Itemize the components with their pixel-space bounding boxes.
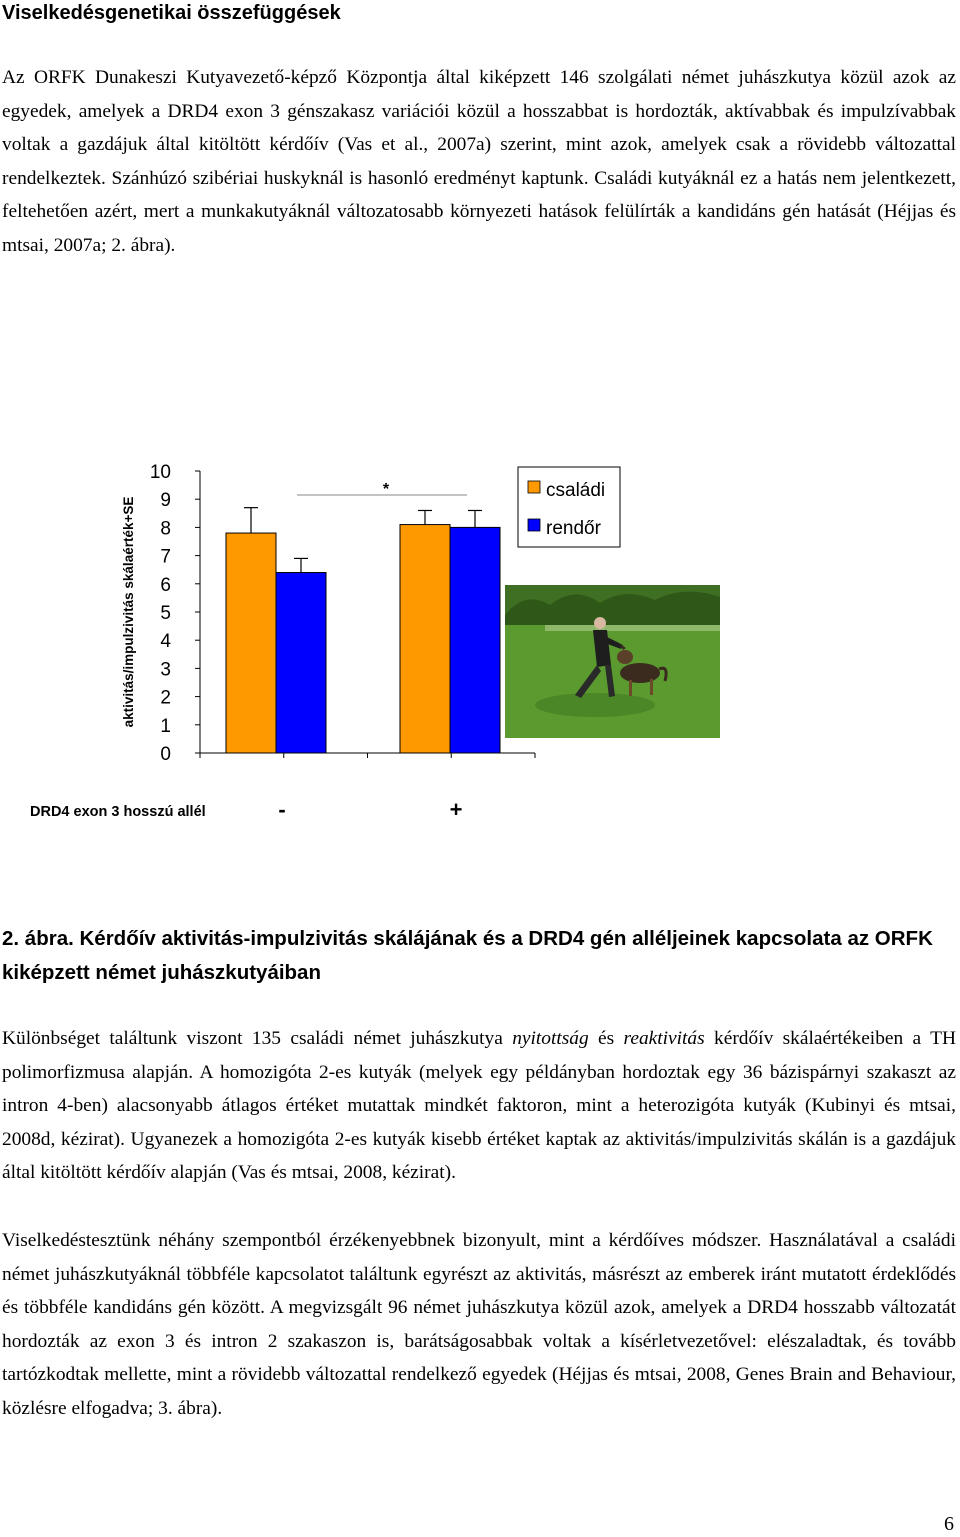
x-axis-label: DRD4 exon 3 hosszú allél [30,804,206,820]
y-tick-label: 3 [160,659,171,681]
figure-caption: 2. ábra. Kérdőív aktivitás-impulzivitás skálájának és a DRD4 gén alléljeinek kapcsolata az ORFK kiképzett német juhászkutyáiban [2,927,933,984]
term-reaktivitas: reaktivitás [623,1028,705,1049]
significance-marker: * [382,481,390,498]
y-tick-label: 2 [160,687,171,709]
bar-rendor-minus [276,573,326,753]
legend-swatch-rendor [528,519,540,531]
y-tick-label: 8 [160,518,171,540]
y-tick-label: 10 [149,462,171,483]
legend-label-csaladi: családi [546,480,606,501]
term-nyitottsag: nyitottság [512,1028,589,1049]
legend-swatch-csaladi [528,481,540,493]
paragraph-2-part-3: kérdőív skálaértékeiben a TH polimorfizmusa alapján. A homozigóta 2-es kutyák (melyek egy példányban hordoztak egy 36 bázispárnyi szakaszt az intron 4-ben) alacsonyabb átlagos értéket mutattak mindkét faktoron, mint a heterozigóta kutyák (Kubinyi és mtsai, 2008d, kézirat). Ugyanezek a homozigóta 2-es kutyák kisebb értéket kaptak az aktivitás/impulzivitás skálán is a gazdájuk által kitöltött kérdőív alapján (Vas és mtsai, 2008, kézirat). [2,1028,956,1184]
legend-label-rendor: rendőr [546,518,601,539]
page-number: 6 [944,1513,954,1535]
bar-rendor-plus [450,527,500,753]
y-tick-label: 6 [160,574,171,596]
bar-chart [30,462,535,822]
bar-csaladi-minus [226,533,276,753]
y-tick-label: 9 [160,490,171,512]
x-category-label: - [278,797,286,822]
paragraph-3: Viselkedéstesztünk néhány szempontból érzékenyebbnek bizonyult, mint a kérdőíves módszer. Használatával a családi német juhászkutyáknál többféle kapcsolatot találtunk egyrészt az aktivitás, másrészt az emberek iránt mutatott érdeklődés és többféle kandidáns gén között. A megvizsgált 96 német juhászkutya közül azok, amelyek a DRD4 hosszabb változatát hordozták az exon 3 és intron 2 szakaszon is, barátságosabbak voltak a kísérletvezetővel: elészaladtak, és tovább tartózkodtak mellette, mint a rövidebb változattal rendelkező egyedek (Héjjas és mtsai, 2008, Genes Brain and Behaviour, közlésre elfogadva; 3. ábra). [2,1230,956,1419]
paragraph-2 [2,1022,956,1190]
paragraph-2-part-1: Különbséget találtunk viszont 135 családi német juhászkutya [2,1028,513,1049]
section-heading: Viselkedésgenetikai összefüggések [2,2,341,24]
paragraph-1: Az ORFK Dunakeszi Kutyavezető-képző Központja által kiképzett 146 szolgálati német juhászkutya közül azok az egyedek, amelyek a DRD4 exon 3 génszakasz variációi közül a hosszabbat is hordozták, aktívabbak és impulzívabbak voltak a gazdájuk által kitöltött kérdőív (Vas et al., 2007a) szerint, mint azok, amelyek csak a rövidebb változattal rendelkeztek. Szánhúzó szibériai huskyknál is hasonló eredményt kaptunk. Családi kutyáknál ez a hatás nem jelentkezett, feltehetően azért, mert a munkakutyáknál változatosabb környezeti hatások felülírták a kandidáns gén hatását (Héjjas és mtsai, 2007a; 2. ábra). [2,67,956,256]
y-tick-label: 4 [160,631,171,653]
y-tick-label: 0 [160,744,171,765]
bar-csaladi-plus [400,525,450,753]
y-axis-label: aktivitás/impulzivitás skálaérték+SE [121,496,136,728]
y-tick-label: 1 [160,715,171,737]
y-tick-label: 5 [160,603,171,624]
y-tick-label: 7 [160,546,171,568]
x-category-label: + [449,797,463,822]
paragraph-2-part-2: és [588,1028,624,1049]
dog-training-photo [505,585,720,738]
figure-2 [0,440,960,840]
